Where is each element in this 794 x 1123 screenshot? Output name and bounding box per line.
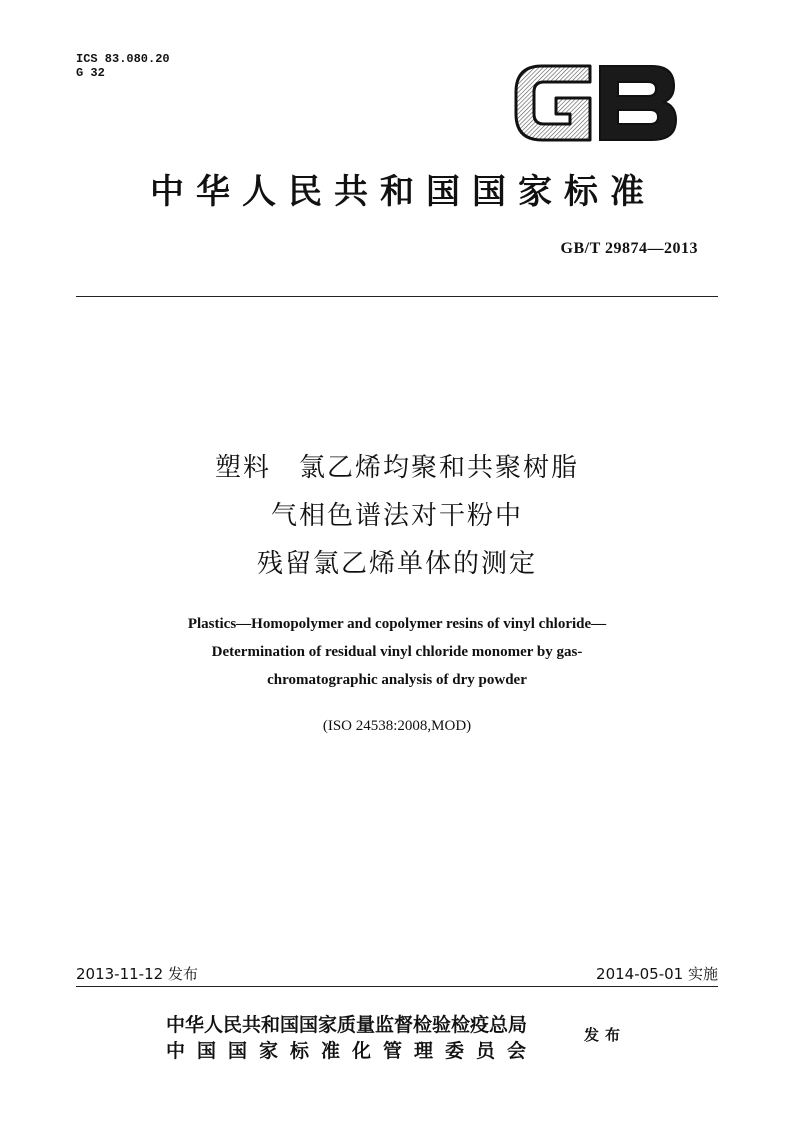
classification-codes	[76, 52, 170, 80]
ccs-code: G 32	[76, 66, 105, 80]
bottom-divider	[76, 986, 718, 987]
iso-reference: (ISO 24538:2008,MOD)	[322, 718, 472, 734]
english-title-line2: Determination of residual vinyl chloride monomer by gas-	[211, 644, 583, 660]
chinese-title-line2: 气相色谱法对干粉中	[270, 501, 523, 531]
english-title-line1: Plastics—Homopolymer and copolymer resins of vinyl chloride—	[187, 616, 607, 632]
publish-label: 发布	[584, 1026, 627, 1044]
ics-code: ICS 83.080.20	[76, 52, 170, 66]
issuer-aqsiq: 中华人民共和国国家质量监督检验检疫总局	[166, 1014, 528, 1036]
issue-date: 2013-11-12 发布	[76, 965, 198, 983]
main-title: 中华人民共和国国家标准	[150, 172, 656, 212]
standard-number: GB/T 29874—2013	[560, 240, 698, 257]
english-title	[0, 610, 794, 694]
chinese-title	[0, 444, 794, 588]
gb-logo	[512, 60, 680, 146]
top-divider	[76, 296, 718, 297]
issuer-sac: 中国国家标准化管理委员会	[166, 1040, 539, 1062]
implementation-date: 2014-05-01 实施	[596, 965, 718, 983]
english-title-line3: chromatographic analysis of dry powder	[267, 672, 527, 688]
gb-logo-graphic	[512, 60, 680, 146]
chinese-title-line3: 残留氯乙烯单体的测定	[256, 549, 537, 579]
chinese-title-line1: 塑料 氯乙烯均聚和共聚树脂	[214, 453, 579, 483]
